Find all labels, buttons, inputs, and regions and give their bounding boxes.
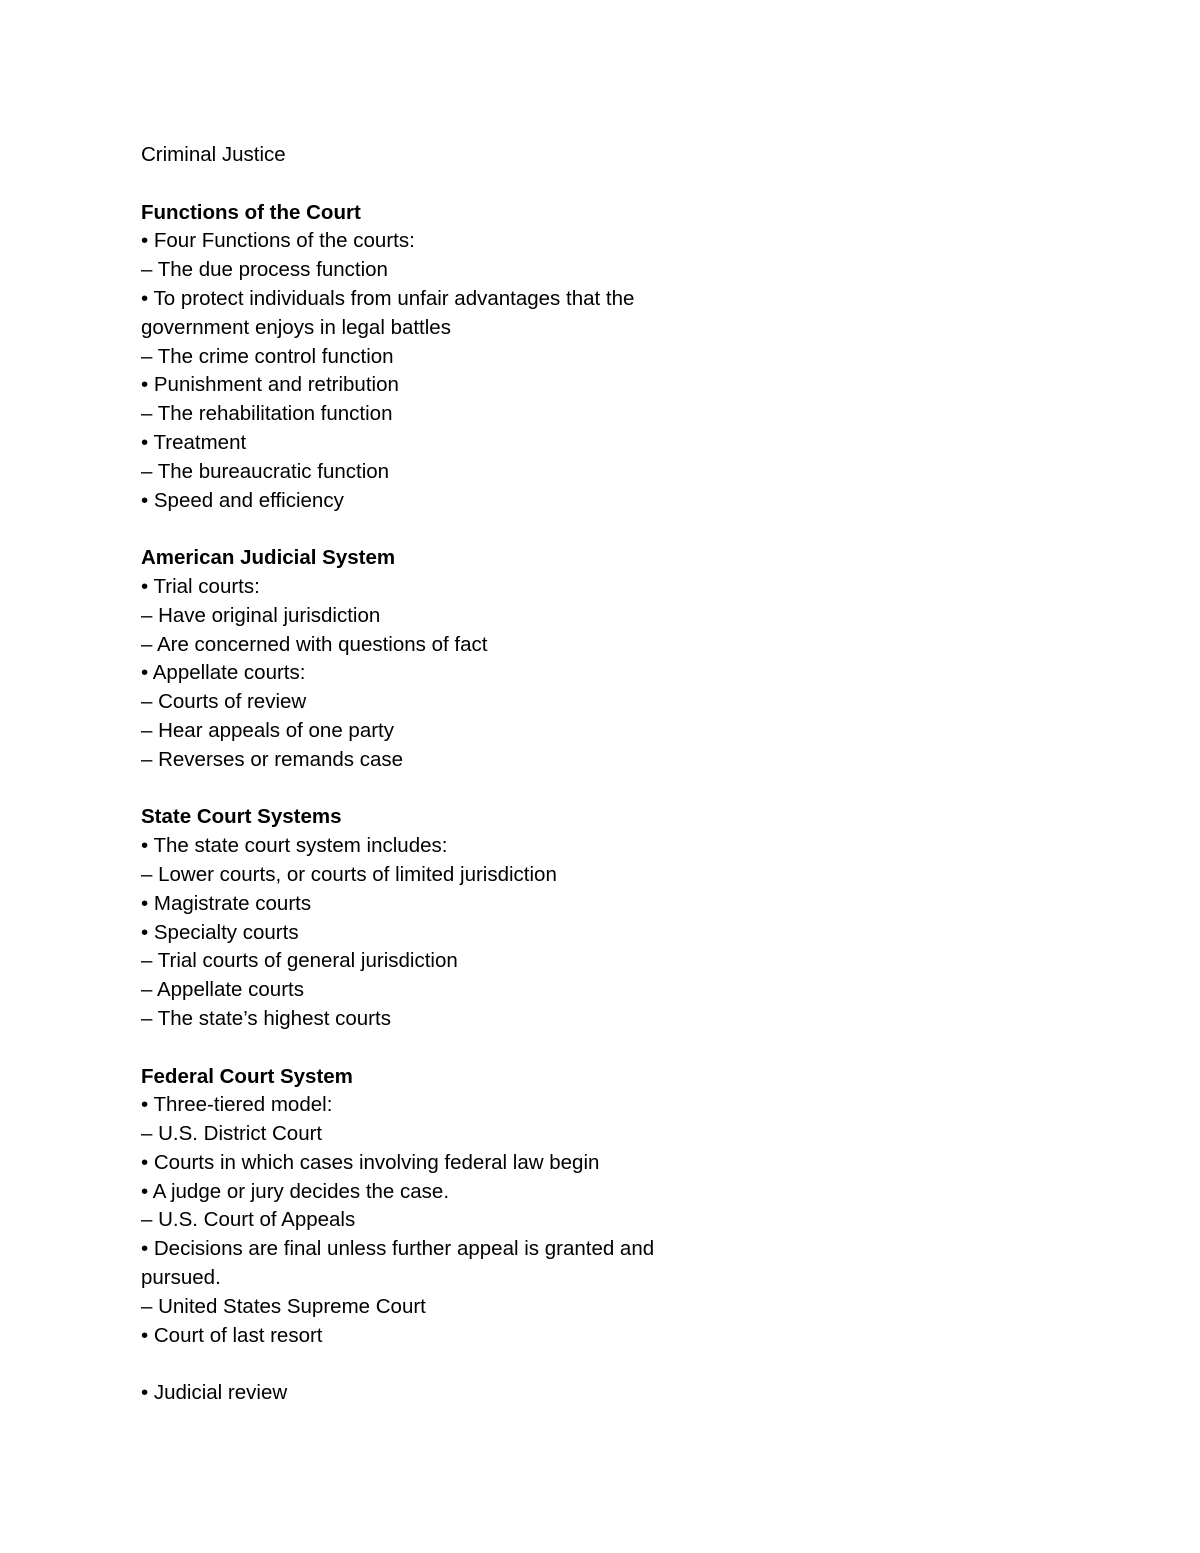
list-item: • A judge or jury decides the case.: [141, 1179, 450, 1203]
list-item: • Trial courts:: [141, 574, 260, 598]
list-item: • Decisions are final unless further appeal is granted and pursued.: [141, 1237, 655, 1290]
list-item: – Courts of review: [141, 690, 307, 714]
list-item: – The rehabilitation function: [141, 402, 393, 426]
list-item: – Reverses or remands case: [141, 747, 404, 771]
document-page: [141, 141, 721, 1408]
list-item: – Hear appeals of one party: [141, 718, 394, 742]
section-heading: Functions of the Court: [141, 200, 361, 224]
list-item: – The bureaucratic function: [141, 459, 390, 483]
list-item: – United States Supreme Court: [141, 1294, 426, 1318]
spacer: [141, 775, 721, 804]
list-item: • Punishment and retribution: [141, 373, 399, 397]
list-item: – U.S. Court of Appeals: [141, 1208, 356, 1232]
document-title: Criminal Justice: [141, 143, 286, 166]
section-federal-court-system: [141, 1063, 721, 1351]
list-item: • Speed and efficiency: [141, 488, 344, 512]
section-heading: Federal Court System: [141, 1064, 353, 1088]
list-item: – Trial courts of general jurisdiction: [141, 949, 458, 973]
section-heading: American Judicial System: [141, 546, 396, 570]
spacer: [141, 1350, 721, 1379]
list-item: • Magistrate courts: [141, 891, 312, 915]
section-heading: State Court Systems: [141, 805, 342, 829]
section-american-judicial-system: [141, 544, 721, 774]
list-item: – Are concerned with questions of fact: [141, 632, 488, 656]
list-item: – Have original jurisdiction: [141, 603, 381, 627]
spacer: [141, 515, 721, 544]
list-item: • The state court system includes:: [141, 834, 448, 858]
list-item: • To protect individuals from unfair advantages that the government enjoys in legal battles: [141, 286, 635, 339]
spacer: [141, 170, 721, 199]
list-item: • Courts in which cases involving federal law begin: [141, 1150, 600, 1174]
list-item: • Court of last resort: [141, 1323, 323, 1347]
list-item: • Specialty courts: [141, 920, 299, 944]
list-item: • Four Functions of the courts:: [141, 229, 415, 253]
list-item: – The due process function: [141, 258, 388, 282]
section-state-court-systems: [141, 803, 721, 1033]
list-item: • Judicial review: [141, 1381, 288, 1405]
list-item: – The state’s highest courts: [141, 1006, 391, 1030]
list-item: – Lower courts, or courts of limited jurisdiction: [141, 862, 557, 886]
list-item: – Appellate courts: [141, 978, 304, 1002]
list-item: • Three-tiered model:: [141, 1093, 333, 1117]
list-item: • Treatment: [141, 430, 247, 454]
spacer: [141, 1034, 721, 1063]
list-item: • Appellate courts:: [141, 661, 306, 685]
section-functions-of-the-court: [141, 199, 721, 516]
list-item: – The crime control function: [141, 344, 394, 368]
list-item: – U.S. District Court: [141, 1122, 323, 1146]
